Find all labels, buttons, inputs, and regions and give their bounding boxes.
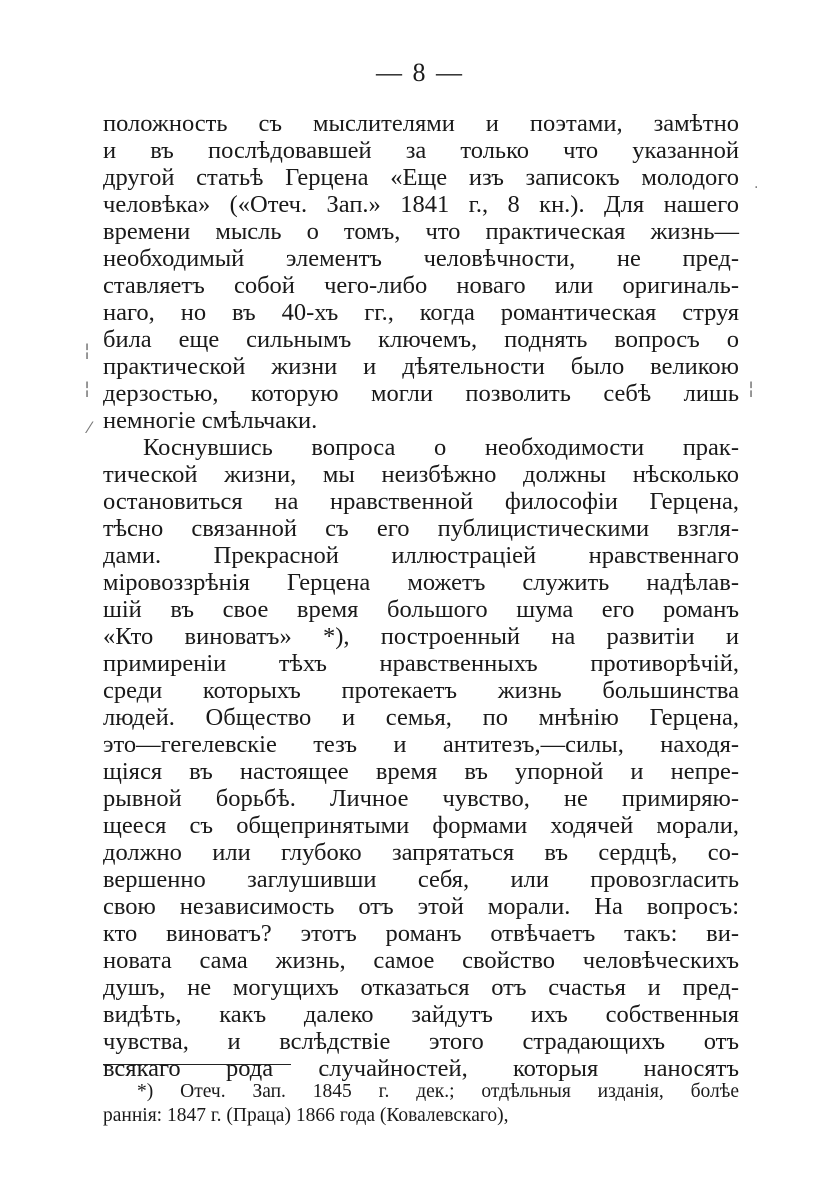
scan-mark: ¦ xyxy=(84,340,91,361)
text-line: дерзостью, которую могли позволить себѣ лишь xyxy=(103,380,739,407)
text-line: новата сама жизнь, самое свойство человѣческихъ xyxy=(103,947,739,974)
text-line: душъ, не могущихъ отказаться отъ счастья и пред- xyxy=(103,974,739,1001)
text-line: и въ послѣдовавшей за только что указанной xyxy=(103,137,739,164)
text-line: шій въ свое время большого шума его романъ xyxy=(103,596,739,623)
scan-mark: ¦ xyxy=(84,378,91,399)
text-line: должно или глубоко запрятаться въ сердцѣ, со- xyxy=(103,839,739,866)
text-line: била еще сильнымъ ключемъ, поднять вопросъ о xyxy=(103,326,739,353)
text-line: человѣка» («Отеч. Зап.» 1841 г., 8 кн.). Для нашего xyxy=(103,191,739,218)
footnote-line: раннія: 1847 г. (Праца) 1866 года (Ковалевскаго), xyxy=(103,1105,509,1126)
text-line: ставляетъ собой чего-либо новаго или оригиналь- xyxy=(103,272,739,299)
text-line: чувства, и вслѣдствіе этого страдающихъ отъ xyxy=(103,1028,739,1055)
text-line: времени мысль о томъ, что практическая жизнь— xyxy=(103,218,739,245)
text-line: вершенно заглушивши себя, или провозгласить xyxy=(103,866,739,893)
text-line: щееся съ общепринятыми формами ходячей морали, xyxy=(103,812,739,839)
scan-mark: ⁄ xyxy=(88,418,91,437)
text-line: кто виноватъ? этотъ романъ отвѣчаетъ такъ: ви- xyxy=(103,920,739,947)
text-line: тѣсно связанной съ его публицистическими взгля- xyxy=(103,515,739,542)
text-line: щіяся въ настоящее время въ упорной и непре- xyxy=(103,758,739,785)
footnote-line: *) Отеч. Зап. 1845 г. дек.; отдѣльныя изданія, болѣе xyxy=(137,1081,739,1102)
page-number: — 8 — xyxy=(376,58,464,87)
text-line: это—гегелевскіе тезъ и антитезъ,—силы, находя- xyxy=(103,731,739,758)
text-line: свою независимость отъ этой морали. На вопросъ: xyxy=(103,893,739,920)
text-line: міровоззрѣнія Герцена можетъ служить надѣлав- xyxy=(103,569,739,596)
text-line: примиреніи тѣхъ нравственныхъ противорѣчій, xyxy=(103,650,739,677)
body-text xyxy=(103,110,739,1082)
scan-mark: · xyxy=(754,180,759,196)
footnote xyxy=(103,1080,739,1128)
text-line: людей. Общество и семья, по мнѣнію Герцена, xyxy=(103,704,739,731)
text-line: дами. Прекрасной иллюстраціей нравственнаго xyxy=(103,542,739,569)
text-line: всякаго рода случайностей, которыя наносятъ xyxy=(103,1055,739,1082)
text-line: «Кто виноватъ» *), построенный на развитіи и xyxy=(103,623,739,650)
text-line: положность съ мыслителями и поэтами, замѣтно xyxy=(103,110,739,137)
text-line: Коснувшись вопроса о необходимости прак- xyxy=(143,434,739,461)
text-line: рывной борьбѣ. Личное чувство, не примиряю- xyxy=(103,785,739,812)
text-line: практической жизни и дѣятельности было великою xyxy=(103,353,739,380)
text-line: наго, но въ 40-хъ гг., когда романтическая струя xyxy=(103,299,739,326)
text-line: среди которыхъ протекаетъ жизнь большинства xyxy=(103,677,739,704)
scan-mark: ¦ xyxy=(748,378,755,399)
text-line: тической жизни, мы неизбѣжно должны нѣсколько xyxy=(103,461,739,488)
text-line: необходимый элементъ человѣчности, не пред- xyxy=(103,245,739,272)
text-line: другой статьѣ Герцена «Еще изъ записокъ молодого xyxy=(103,164,739,191)
text-line: немногіе смѣльчаки. xyxy=(103,407,318,434)
text-line: видѣть, какъ далеко зайдутъ ихъ собственныя xyxy=(103,1001,739,1028)
text-line: остановиться на нравственной философіи Герцена, xyxy=(103,488,739,515)
footnote-divider xyxy=(103,1064,291,1065)
